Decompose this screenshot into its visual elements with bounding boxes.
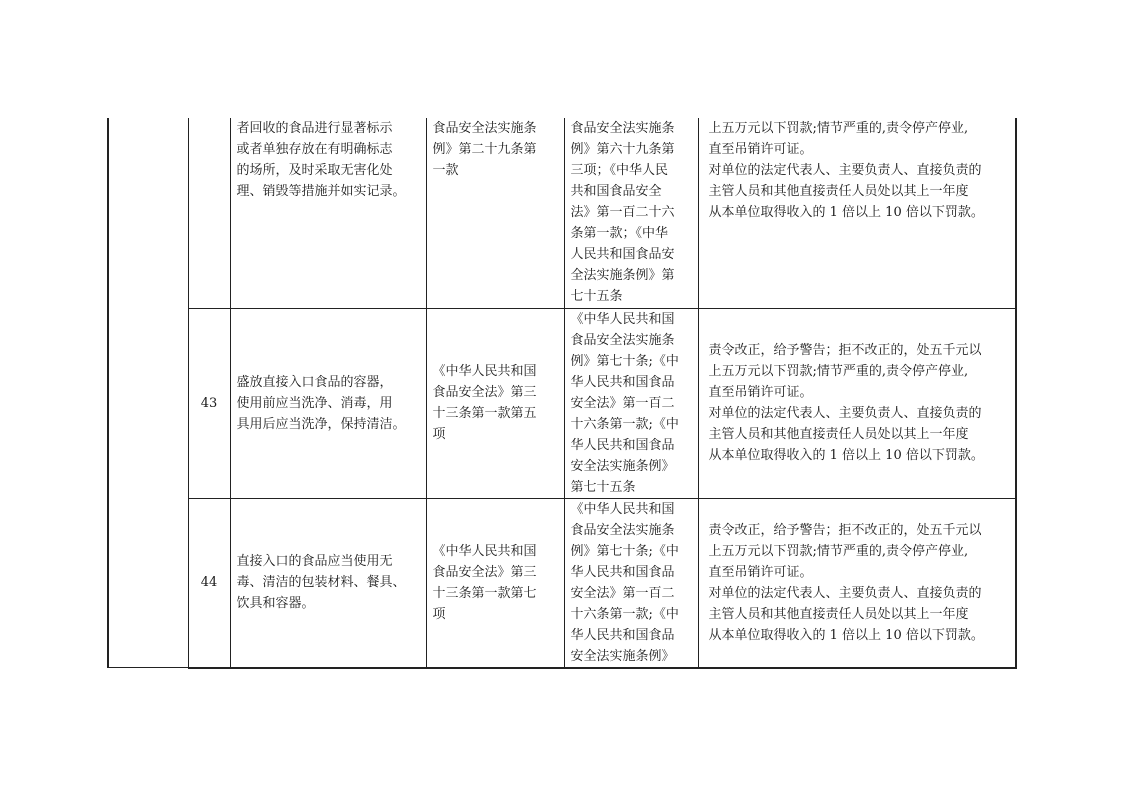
penalty-cell: 上五万元以下罚款;情节严重的,责令停产停业, 直至吊销许可证。 对单位的法定代表人、主要负责人、直接负责的 主管人员和其他直接责任人员处以其上一年度 从本单位取得收入的 1 倍以上 10 倍以下罚款。 xyxy=(698,118,1016,308)
table-row xyxy=(108,498,1016,668)
penalty-basis-cell: 《中华人民共和国 食品安全法实施条 例》第七十条;《中 华人民共和国食品 安全法》第一百二 十六条第一款;《中 华人民共和国食品 安全法实施条例》 xyxy=(564,498,698,668)
legal-basis-cell: 食品安全法实施条 例》第二十九条第 一款 xyxy=(426,118,564,308)
requirement-cell: 直接入口的食品应当使用无 毒、清洁的包装材料、餐具、 饮具和容器。 xyxy=(230,498,426,668)
penalty-basis-cell: 食品安全法实施条 例》第六十九条第 三项；《中华人民 共和国食品安全 法》第一百二十六 条第一款；《中华 人民共和国食品安 全法实施条例》第 七十五条 xyxy=(564,118,698,308)
item-number: 43 xyxy=(188,308,230,498)
item-number xyxy=(188,118,230,308)
penalty-basis-cell: 《中华人民共和国 食品安全法实施条 例》第七十条;《中 华人民共和国食品 安全法》第一百二 十六条第一款;《中 华人民共和国食品 安全法实施条例》 第七十五条 xyxy=(564,308,698,498)
legal-basis-cell: 《中华人民共和国 食品安全法》第三 十三条第一款第七 项 xyxy=(426,498,564,668)
category-cell xyxy=(108,118,188,668)
table-row xyxy=(108,308,1016,498)
requirement-cell: 盛放直接入口食品的容器， 使用前应当洗净、消毒，用 具用后应当洗净，保持清洁。 xyxy=(230,308,426,498)
item-number: 44 xyxy=(188,498,230,668)
regulation-table xyxy=(107,118,1017,669)
penalty-cell: 责令改正，给予警告；拒不改正的，处五千元以 上五万元以下罚款;情节严重的,责令停产停业, 直至吊销许可证。 对单位的法定代表人、主要负责人、直接负责的 主管人员和其他直接责任人员处以其上一年度 从本单位取得收入的 1 倍以上 10 倍以下罚款。 xyxy=(698,498,1016,668)
legal-basis-cell: 《中华人民共和国 食品安全法》第三 十三条第一款第五 项 xyxy=(426,308,564,498)
requirement-cell: 者回收的食品进行显著标示 或者单独存放在有明确标志 的场所，及时采取无害化处 理、销毁等措施并如实记录。 xyxy=(230,118,426,308)
table-row xyxy=(108,118,1016,308)
penalty-cell: 责令改正，给予警告；拒不改正的，处五千元以 上五万元以下罚款;情节严重的,责令停产停业, 直至吊销许可证。 对单位的法定代表人、主要负责人、直接负责的 主管人员和其他直接责任人员处以其上一年度 从本单位取得收入的 1 倍以上 10 倍以下罚款。 xyxy=(698,308,1016,498)
